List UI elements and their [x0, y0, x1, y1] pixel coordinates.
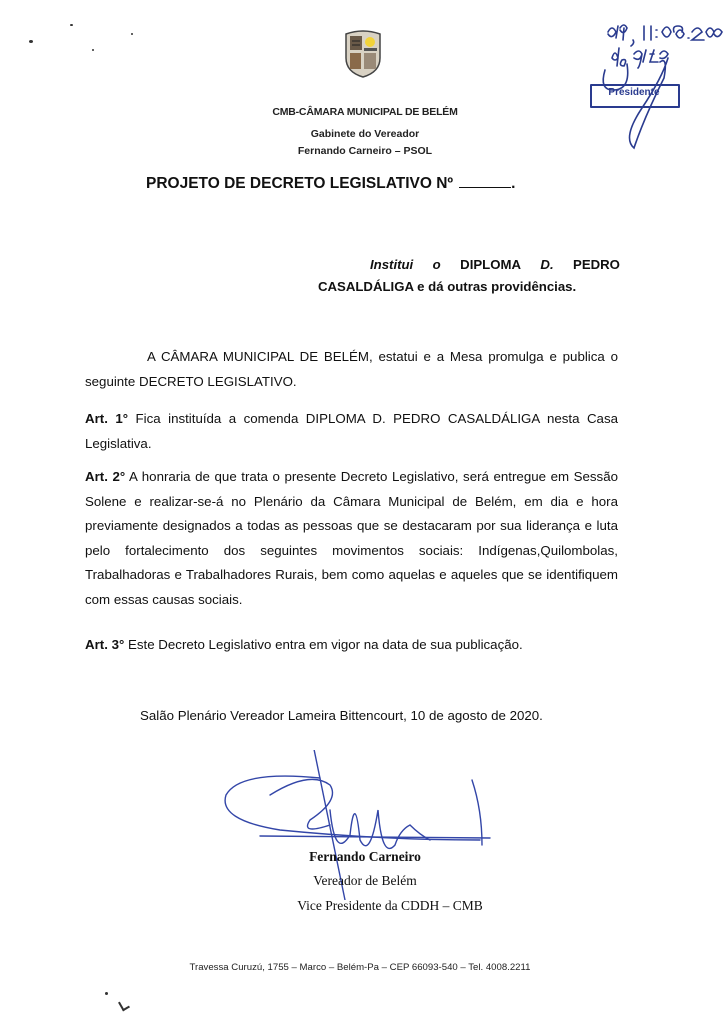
article-3 — [85, 633, 618, 658]
signer-position: Vice Presidente da CDDH – CMB — [297, 898, 483, 913]
title-text: PROJETO DE DECRETO LEGISLATIVO Nº — [146, 175, 454, 192]
city-crest-icon — [343, 28, 383, 78]
scan-mark — [118, 999, 130, 1012]
scan-speck — [92, 49, 94, 51]
ementa-word: Institui — [370, 257, 414, 272]
ementa-word: o — [432, 257, 441, 272]
footer-address: Travessa Curuzú, 1755 – Marco – Belém-Pa – CEP 66093-540 – Tel. 4008.2211 — [189, 962, 531, 973]
scan-speck — [29, 40, 33, 43]
ementa-word: D. — [540, 257, 554, 272]
signer-name: Fernando Carneiro — [309, 849, 421, 864]
stamp-label: Presidente — [608, 87, 660, 98]
place-date: Salão Plenário Vereador Lameira Bittencourt, 10 de agosto de 2020. — [140, 708, 543, 723]
ementa-word: PEDRO — [573, 257, 620, 272]
institution-name: CMB-CÂMARA MUNICIPAL DE BELÉM — [272, 106, 458, 118]
article-text: A honraria de que trata o presente Decreto Legislativo, será entregue em Sessão Solene e realizar-se-á no Plenário da Câmara Municipal de Belém, em dia e hora previamente designados a todas as pessoas que se destacaram por sua liderança e luta pelo fortalecimento dos seguintes movimentos sociais: Indígenas,Quilombolas, Trabalhadoras e Trabalhadores Rurais, bem como aquelas e aqueles que se identifiquem com essas causas sociais. — [85, 469, 618, 607]
article-label: Art. 3° — [85, 637, 125, 652]
article-text: Este Decreto Legislativo entra em vigor na data de sua publicação. — [124, 637, 523, 652]
councilor-name: Fernando Carneiro – PSOL — [297, 145, 433, 157]
signer-role: Vereador de Belém — [313, 873, 417, 888]
scan-speck — [70, 24, 73, 26]
receipt-handwriting — [520, 10, 724, 150]
number-blank — [459, 175, 511, 188]
preamble — [85, 345, 618, 394]
article-2 — [85, 465, 618, 613]
article-1 — [85, 407, 618, 456]
title-suffix: . — [511, 175, 516, 192]
preamble-text: , estatui e a Mesa promulga e publica o seguinte DECRETO LEGISLATIVO. — [85, 349, 618, 389]
preamble-subject: A CÂMARA MUNICIPAL DE BELÉM — [147, 349, 369, 364]
ementa — [318, 254, 620, 298]
ementa-word: DIPLOMA — [460, 257, 521, 272]
article-text: Fica instituída a comenda DIPLOMA D. PEDRO CASALDÁLIGA nesta Casa Legislativa. — [85, 411, 618, 451]
scan-speck — [105, 992, 108, 995]
ementa-line-2: CASALDÁLIGA e dá outras providências. — [318, 279, 577, 294]
office-name: Gabinete do Vereador — [310, 128, 420, 140]
scan-speck — [131, 33, 133, 35]
document-title — [146, 175, 515, 193]
article-label: Art. 2° — [85, 469, 126, 484]
article-label: Art. 1° — [85, 411, 129, 426]
